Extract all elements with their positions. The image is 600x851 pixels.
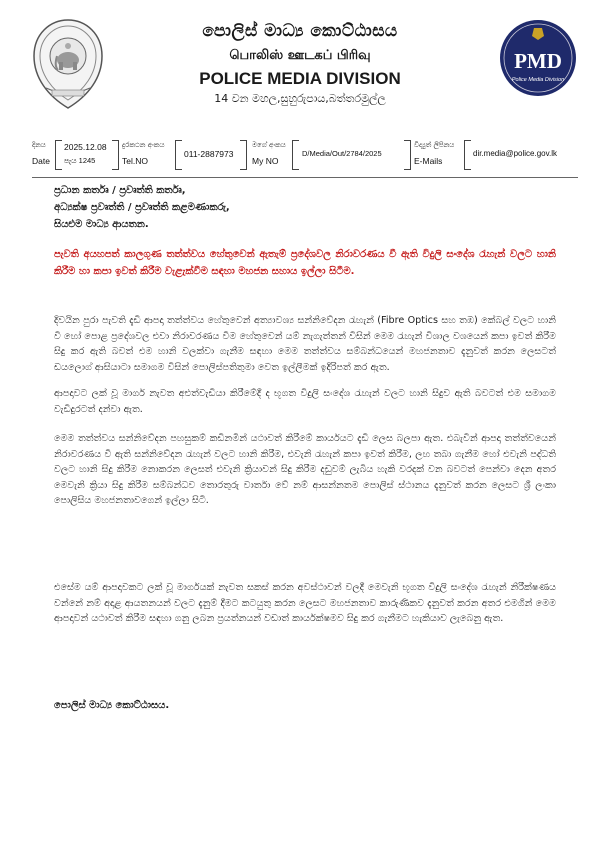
myno-label-english: My NO bbox=[252, 156, 279, 166]
addressee-line: සියළුම මාධ්‍ය ආයතන. bbox=[54, 219, 149, 230]
body-paragraph-3: මෙම තත්ත්වය සන්නිවේදන පහසුකම් කඩිනමින් යථාවත් කිරීමේ කාර්යයට දැඩි ලෙස බලපා ඇත. එබැවින් ආපදා තත්ත්වයෙන් නිරාවරණය වී ඇති සන්නිවේදන රැහැන් වලට හානි කිරීම, එවැනි රැහැන් කපා ඉවත් කිරීම, ලහ තබා ගැනීම හෝ එවැනි පද්ධති වලට හානි සිදු කිරීම නොකරන ලෙසත් එවැනි ක්‍රියාවන් සිදු කිරීම දඩුවම් ලැබිය හැකි වරදක් වන බවටත් පෙන්වා දෙන අතර මෙවැනි ක්‍රියා සිදු කිරීම සම්බන්ධව තොරතුරු වාර්තා වේ නම් ආසන්නතම පොලිස් ස්ථානය දැනුවත් කරන ලෙසට ශ්‍රී ලංකා පොලිසිය මහජනතාවගෙන් ඉල්ලා සිටී. bbox=[54, 433, 556, 506]
time-value: පැය 1245 bbox=[64, 156, 96, 165]
title-english: POLICE MEDIA DIVISION bbox=[199, 69, 401, 88]
email-value: dir.media@police.gov.lk bbox=[473, 149, 558, 158]
date-value: 2025.12.08 bbox=[64, 142, 107, 152]
addressee-line: අධ්‍යක්ෂ ප්‍රවෘත්ති / ප්‍රවෘත්ති කළමණාකරු, bbox=[54, 202, 230, 213]
tel-value: 011-2887973 bbox=[184, 149, 234, 159]
pmd-logo-text: PMD bbox=[514, 49, 562, 73]
reference-bar bbox=[32, 138, 580, 172]
office-address: 14 වන මහල,සුහුරුපාය,බත්තරමුල්ල bbox=[214, 92, 386, 105]
tel-label-english: Tel.NO bbox=[122, 156, 148, 166]
title-sinhala: පොලිස් මාධ්‍ය කොට්ඨාසය bbox=[202, 21, 398, 41]
addressee-block bbox=[54, 182, 554, 233]
myno-value: D/Media/Out/2784/2025 bbox=[302, 149, 382, 158]
sri-lanka-police-emblem-icon bbox=[28, 16, 108, 112]
body-paragraph-2: ආපදාවට ලක් වූ මාර්ග නැවත අළුත්වැඩියා කිරීමේදී ද භූගත විදුලි සංදේශ රැහැන් වලට හානි සිදුව ඇති බවටත් එම සමාගම වැඩිදුරටත් දන්වා ඇත. bbox=[54, 388, 556, 415]
body-paragraph-1: දිවයින පුරා පැවති දැඩි ආපදා තත්ත්වය හේතුවෙන් අත්‍යාවශ්‍ය සන්නිවේදන රැහැන් (Fibre Optics සහ තඹ) කේබල් වලට හානි වී හෝ පොළ ප්‍රදේශවල එවා නිරාවරණය වීම හේතුවෙන් යම් නැගැත්තන් විසින් මෙම රැහැන් විශාල වශයෙන් කපා ඉවත් කිරීම සිදු කර ඇති බවත් එම හානි වලක්වා ගැනීම සඳහා මෙම තත්ත්වය සම්බන්ධයෙන් මහජනතාව දැනුවත් කරන ලෙසටත් ඩයලොග් ආසියාටා සමාගම විසින් පොලිස්පතිතුමා වෙත ඉල්ලීමක් ඉදිරිපත් කර ඇත. bbox=[54, 315, 556, 373]
pmd-logo-icon bbox=[498, 18, 578, 98]
tel-label-sinhala: දුරකථන අංකය bbox=[122, 141, 165, 149]
date-label-english: Date bbox=[32, 156, 50, 166]
date-label-sinhala: දිනය bbox=[32, 141, 46, 149]
myno-label-sinhala: මගේ අංකය bbox=[252, 141, 286, 149]
title-tamil: பொலிஸ் ஊடகப் பிரிவு bbox=[229, 48, 371, 63]
letterhead-title-block bbox=[150, 20, 450, 107]
pmd-logo-subtext: Police Media Division bbox=[511, 77, 565, 83]
subject-heading: පැවති අයහපත් කාලගුණ තත්ත්වය හේතුවෙන් ඇතැම් ප්‍රදේශවල නිරාවරණය වී ඇති විදුලි සංදේශ රැහැන් වලට හානි කිරීම හා කපා ඉවත් කිරීම වැළැක්වීම සඳහා මහජන සහාය ඉල්ලා සිටීම. bbox=[54, 249, 556, 277]
signature-line: පොලිස් මාධ්‍ය කොට්ඨාසය. bbox=[54, 700, 170, 711]
addressee-line: ප්‍රධාන කර්තෘ / ප්‍රවෘත්ති කර්තෘ, bbox=[54, 185, 186, 196]
body-paragraph-4: එසේම යම් ආපදාවකට ලක් වූ මාර්ගයක් නැවත සකස් කරන අවස්ථාවන් වලදී මෙවැනි භූගත විදුලි සංදේශ රැහැන් නිරීක්ෂණය වන්නේ නම් අදාළ ආයතනයන් වලට දැනුම් දීමට කටයුතු කරන ලෙසට මහජනතාව කාරුණිකව දැනුවත් කරන අතර එමගින් මෙම ආපදාවන් යථාවත් කිරීම සඳහා ගනු ලබන ප්‍රයත්නයන් වඩාත් කාර්යක්ෂමව සිදු කර ගැනීමට හැකියාව ලැබෙනු ඇත. bbox=[54, 582, 556, 624]
header-divider bbox=[32, 177, 578, 178]
email-label-english: E-Mails bbox=[414, 156, 443, 166]
email-label-sinhala: විද්‍යුත් ලිපිනය bbox=[414, 141, 455, 149]
